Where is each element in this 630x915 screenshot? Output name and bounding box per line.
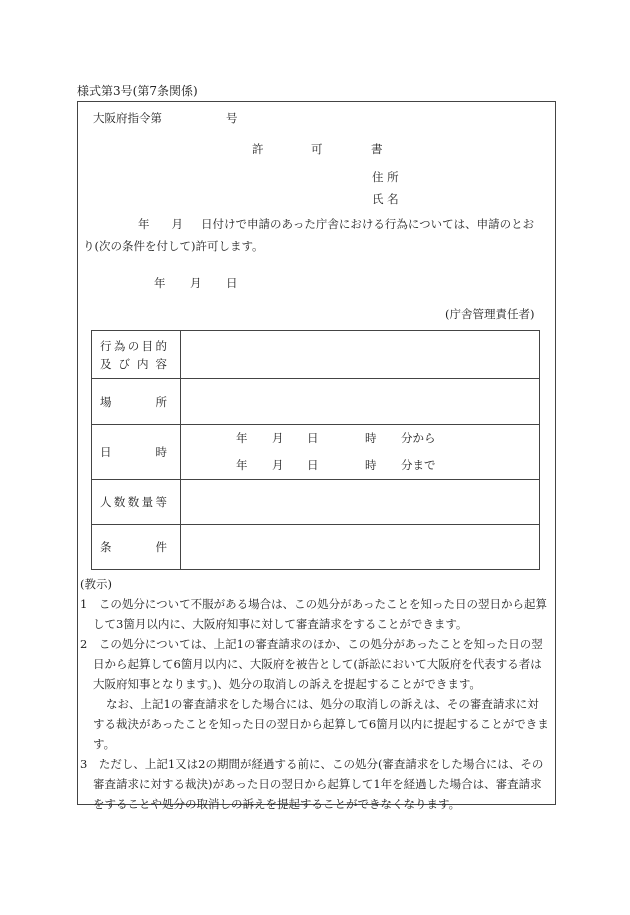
title-char-3: 書 [371,142,383,156]
instruction-item-2-continued: なお、上記1の審査請求をした場合には、処分の取消しの訴えは、その審査請求に対する裁決があったことを知った日の翌日から起算して6箇月以内に提起することができます。 [93,697,549,751]
table-row-datetime [92,425,540,480]
conditions-label: 条 件 [100,540,167,554]
address-label: 住 所 [372,170,399,184]
conditions-value-cell[interactable] [181,525,540,570]
datetime-to-line: 年 月 日 時 分まで [236,458,436,472]
body-text-line1: 日付けで申請のあった庁舎における行為については、申請のとお [201,217,535,231]
title-char-2: 可 [311,142,323,156]
datetime-value-cell[interactable] [181,425,540,480]
quantity-label: 人 数 数 量 等 [100,495,167,509]
date-day: 日 [226,276,238,290]
place-label: 場 所 [100,394,167,409]
place-value-cell[interactable] [181,379,540,425]
permit-details-table [91,330,540,570]
title-char-1: 許 [252,142,264,156]
permit-body-text [83,213,551,257]
instruction-item-1: 1 この処分について不服がある場合は、この処分があったことを知った日の翌日から起算して3箇月以内に、大阪府知事に対して審査請求をすることができます。 [80,597,547,631]
table-row-purpose [92,331,540,379]
instructions-heading: (教示) [80,577,112,591]
date-month: 月 [190,276,202,290]
purpose-label-line2: 及 び 内 容 [100,356,167,371]
body-month: 月 [171,217,183,231]
body-year: 年 [138,217,150,231]
instruction-item-3: 3 ただし、上記1又は2の期間が経過する前に、この処分(審査請求をした場合には、その審査請求に対する裁決)があった日の翌日から起算して1年を経過した場合は、審査請求をすることや処分の取消しの訴えを提起することができなくなります。 [80,757,544,811]
name-label: 氏 名 [372,192,399,206]
directive-number-suffix: 号 [226,111,238,125]
body-text-line2: り(次の条件を付して)許可します。 [83,239,264,253]
directive-number-prefix: 大阪府指令第 [93,111,162,125]
purpose-value-cell[interactable] [181,331,540,379]
table-row-conditions [92,525,540,570]
datetime-from-line: 年 月 日 時 分から [236,431,436,445]
quantity-value-cell[interactable] [181,480,540,525]
table-row-quantity [92,480,540,525]
date-year: 年 [154,276,166,290]
datetime-label: 日 時 [100,445,167,459]
purpose-label-line1: 行 為 の 目 的 [100,338,167,353]
form-number-label: 様式第3号(第7条関係) [77,84,198,98]
table-row-place [92,379,540,425]
manager-label: (庁舎管理責任者) [445,307,535,321]
instructions-section [80,574,550,814]
instruction-item-2: 2 この処分については、上記1の審査請求のほか、この処分があったことを知った日の翌日から起算して6箇月以内に、大阪府を被告として(訴訟において大阪府を代表する者は大阪府知事となります。)、処分の取消しの訴えを提起することができます。 [80,637,543,691]
